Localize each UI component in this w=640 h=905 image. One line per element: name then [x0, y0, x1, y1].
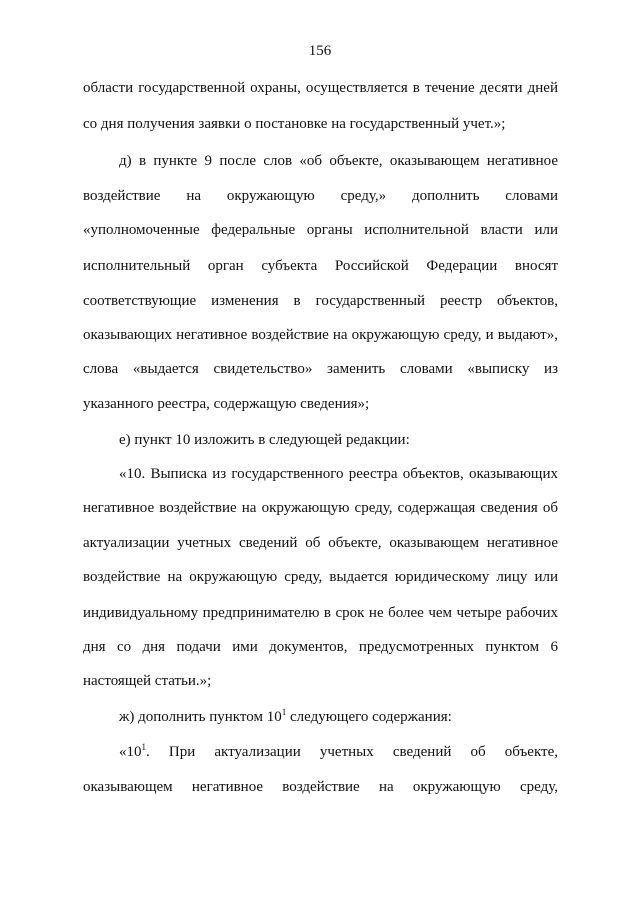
- superscript: 1: [281, 707, 287, 717]
- text-line: индивидуальному предпринимателю в срок не более чем четыре рабочих: [83, 605, 558, 621]
- text-line: указанного реестра, содержащую сведения»;: [83, 396, 370, 412]
- text-line: «10. Выписка из государственного реестра объектов, оказывающих: [119, 466, 558, 482]
- text-line: е) пункт 10 изложить в следующей редакции:: [119, 432, 410, 448]
- text-line: слова «выдается свидетельство» заменить словами «выписку из: [83, 361, 558, 377]
- superscript: 1: [141, 742, 146, 752]
- text-line: оказывающем негативное воздействие на окружающую среду,: [83, 779, 558, 795]
- text-fragment: следующего содержания:: [289, 709, 452, 725]
- text-fragment: . При актуализации учетных сведений об объекте,: [146, 744, 558, 760]
- text-fragment: «10: [119, 744, 142, 760]
- page-number: 156: [308, 43, 332, 59]
- text-line: настоящей статьи.»;: [83, 673, 212, 689]
- text-line: оказывающих негативное воздействие на окружающую среду, и выдают»,: [83, 327, 558, 343]
- text-line: соответствующие изменения в государственный реестр объектов,: [83, 293, 558, 309]
- text-line: воздействие на окружающую среду,» дополнить словами: [83, 188, 558, 204]
- text-line: [83, 742, 558, 762]
- text-line: дня со дня подачи ими документов, предусмотренных пунктом 6: [83, 639, 558, 655]
- text-line: негативное воздействие на окружающую среду, содержащая сведения об: [83, 500, 558, 516]
- text-line: со дня получения заявки о постановке на государственный учет.»;: [83, 116, 506, 132]
- text-line: исполнительный орган субъекта Российской Федерации вносят: [83, 258, 558, 274]
- text-line: «уполномоченные федеральные органы исполнительной власти или: [83, 222, 558, 238]
- text-fragment: ж) дополнить пунктом 10: [119, 709, 282, 725]
- text-line: актуализации учетных сведений об объекте, оказывающем негативное: [83, 535, 558, 551]
- text-line: области государственной охраны, осуществляется в течение десяти дней: [83, 80, 558, 96]
- text-line: воздействие на окружающую среду, выдается юридическому лицу или: [83, 569, 558, 585]
- text-line: [83, 707, 558, 727]
- text-line: д) в пункте 9 после слов «об объекте, оказывающем негативное: [119, 153, 558, 169]
